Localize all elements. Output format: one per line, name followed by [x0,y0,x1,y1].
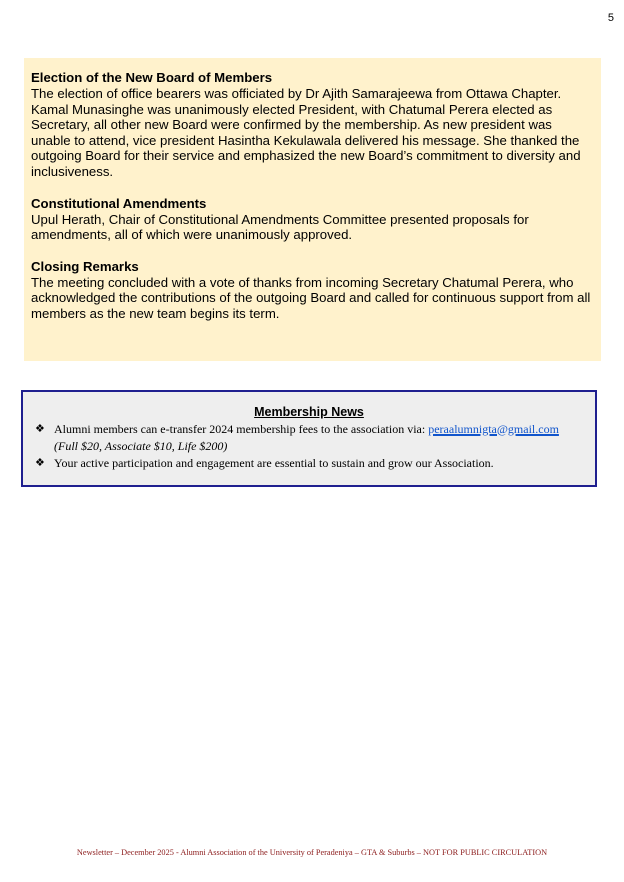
membership-news-list [35,422,595,471]
section-constitutional-amendments [31,196,593,243]
meeting-report-box [24,58,601,361]
diamond-bullet-icon: ❖ [35,457,45,469]
membership-news-box [21,390,597,487]
diamond-bullet-icon: ❖ [35,423,45,435]
fee-details: (Full $20, Associate $10, Life $200) [54,439,228,453]
list-item [35,456,595,471]
section-body: Upul Herath, Chair of Constitutional Amendments Committee presented proposals for amendments, all of which were unanimously approved. [31,211,529,243]
section-heading: Constitutional Amendments [31,195,207,211]
section-body: The meeting concluded with a vote of thanks from incoming Secretary Chatumal Perera, who acknowledged the contributions of the outgoing Board and called for continuous support from all members as the new team begins its term. [31,274,591,321]
etransfer-text: Alumni members can e-transfer 2024 membership fees to the association via: [54,422,429,436]
section-heading: Election of the New Board of Members [31,70,273,85]
page-number: 5 [607,12,614,24]
participation-text: Your active participation and engagement are essential to sustain and grow our Association. [54,456,494,470]
section-election [31,70,593,180]
section-closing-remarks [31,259,593,322]
membership-news-title: Membership News [254,405,364,419]
section-body: The election of office bearers was officiated by Dr Ajith Samarajeewa from Ottawa Chapter. Kamal Munasinghe was unanimously elected President, with Chatumal Perera elected as Secretary, all other new Board were confirmed by the membership. As new president was unable to attend, vice president Hasintha Kekulawala delivered his message. She thanked the outgoing Board for their service and emphasized the new Board’s commitment to diversity and inclusiveness. [31,86,581,179]
section-heading: Closing Remarks [31,258,139,274]
email-link[interactable]: peraalumnigta@gmail.com [428,422,559,436]
newsletter-footer: Newsletter – December 2025 - Alumni Association of the University of Peradeniya – GTA & Suburbs – NOT FOR PUBLIC CIRCULATION [76,848,548,857]
list-item [35,422,595,454]
